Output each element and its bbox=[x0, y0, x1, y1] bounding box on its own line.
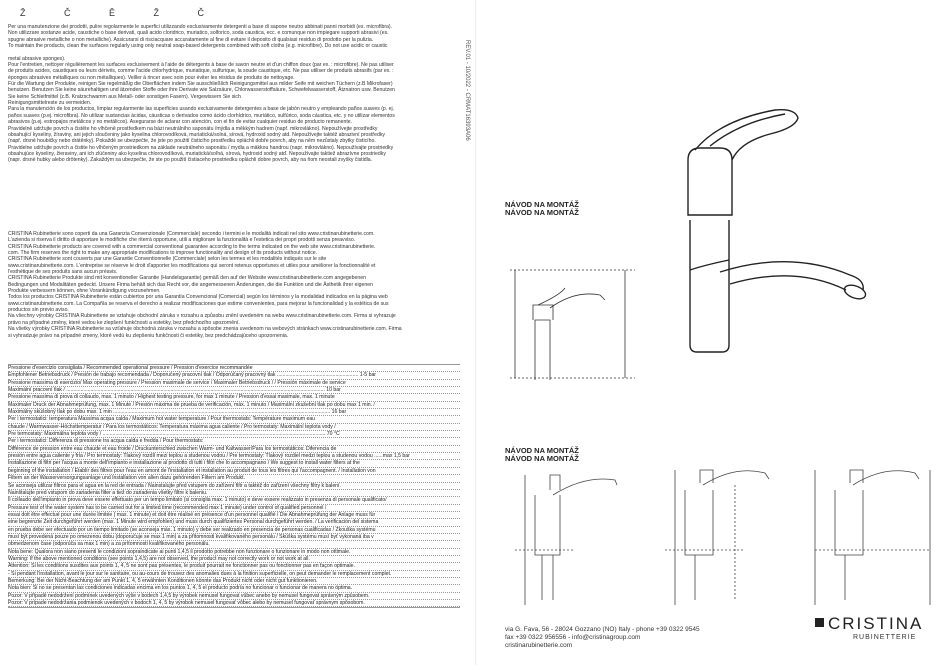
warranty-line: com. The firm reserves the right to make any appropriate modifications to improve functionality and design of its products without notice. bbox=[8, 250, 318, 257]
warranty-line: Produkte verbessern können, ohne Vorankündigung vorzunehmen. bbox=[8, 288, 161, 295]
spec-line: Maximální pracovní tlak / ..................................................................................................................................................................................... 10 bar bbox=[8, 387, 460, 394]
warranty-line: právo na případné změny, které vedou ke zlepšení funkčnosti a estetiky, bez předchozího upozornění. bbox=[8, 319, 240, 326]
maintenance-line: abrasivos (p.ej. estropajos metálicos y no metálicos). Asegurarse de aclarar con atención, con el fin de evitar cualquier residuo de producto remanente. bbox=[8, 119, 353, 126]
warranty-line: Todos los productos CRISTINA Rubinetterie están cubiertos por una Garantía Convencional (Comercial) según los términos y la modalidad indicados en la página web bbox=[8, 294, 388, 301]
address-line-3: cristinarubinetterie.com bbox=[505, 642, 573, 649]
spec-line: Pre termostaty: Maximálna teplota vody / ............................................................................................................................................................ 70 °C bbox=[8, 431, 460, 438]
spec-line: obmedzenom čase (odporúča sa max 1 min) a za prítomnosti kvalifikovaného personálu. bbox=[8, 541, 460, 548]
navod-title-3: NÁVOD NA MONTÁŽ bbox=[505, 446, 579, 455]
spec-line: Pozor: V prípade nedodržania podmienok uvedených v bodoch 1, 4, 5 by výrobok nemusel fungovať vôbec alebo by nemusel fungovať správnym spôsobom. bbox=[8, 600, 460, 607]
maintenance-line: de produits acides, caustiques ou leurs dérivés, comme l'acide chlorhydrique, muriatique, sulfurique, la soude caustique, etc. Ne pas utiliser de produits abrasifs (par ex. : bbox=[8, 68, 394, 75]
brand-subtitle: RUBINETTERIE bbox=[853, 634, 917, 641]
spec-line: Il collaudo dell'impianto in prova deve essere effettuato per un tempo limitato (si consiglia max. 1 minuto) e deve essere realizzato in presenza di personale qualificato/ bbox=[8, 497, 460, 504]
spec-line: Per i termostatici: Differenza di pressione tra acqua calda e fredda / Pour thermostats: bbox=[8, 438, 460, 445]
warranty-line: CRISTINA Rubinetterie Produkte sind mit konventioneller Garantie (Handelsgarantie) gemäß den auf der Website www.cristinarubinetterie.com angegebenen bbox=[8, 275, 366, 282]
spec-line: Pressione massima di prova di collaudo, max. 1 minuto / Highest testing pressure, for max 1 minute / Pression d'essai maximale, max. 1 minute bbox=[8, 394, 460, 401]
maintenance-line: obsahující kyseliny, žíraviny, ani jejich sloučeniny jako kyselina chlorovodíková, muriatická/solná, sírová, hydroxid sodný atd. Nepoužívejte taktéž abrazivní prostředky bbox=[8, 131, 385, 138]
address-line-1: via G. Fava, 56 - 28024 Gozzano (NO) Italy - phone +39 0322 9545 bbox=[505, 626, 700, 633]
maintenance-line: Reinigungsmittelreste zu vermeiden. bbox=[8, 100, 92, 107]
warranty-line: Bedingungen und Modalitäten gedeckt. Unsere Firma behält sich das Recht vor, die angemessenen Änderungen, die die Funktion und die Ästhetik ihrer eigenen bbox=[8, 281, 373, 288]
spec-line: en prueba debe ser efectuado por un tiempo limitado (se aconseja máx. 1 minuto) y debe ser realizado en presencia de personas cualificadas / Zkouška systému bbox=[8, 527, 460, 534]
maintenance-line: metal abrasive sponges). bbox=[8, 55, 66, 62]
spec-line: Pressione massima di esercizio/ Max operating pressure / Pression maximale de service / Maximaler Betriebsdruck / / Pressión máximale de service bbox=[8, 380, 460, 387]
logo-square-icon bbox=[815, 618, 824, 627]
faucet-main-drawing bbox=[660, 100, 880, 360]
spec-line: beginning of the installation / Établir des filtres pour l'eau en amont de l'installation et installation au produit de tous les filtres qui l'accompagnent. / Installation von bbox=[8, 468, 460, 475]
header-accents: Ž Č Ě Ž Č bbox=[20, 8, 222, 18]
spec-line: eine begrenzte Zeit durchgeführt werden (max. 1 Minute wird empfohlen) und muss durch qualifiziertes Personal durchgeführt werden. / La verificación del sistema bbox=[8, 519, 460, 526]
spec-line: Nainštalujte pred vstupom do zariadenia filter a tiež do zariadenia všetky filtre k baleniu. bbox=[8, 490, 460, 497]
spec-line: Per i termostatici: temperatura Massima acqua calda / Maximum hot water temperature / Pour thermostats: Température maximum eau bbox=[8, 416, 460, 423]
fold-line bbox=[475, 0, 476, 665]
specs-table bbox=[8, 364, 460, 608]
maintenance-line: Für die Wartung der Produkte, reinigen Sie regelmäßig die Oberflächen indem Sie ausschließlich Reinigungsmittel aus milder Seife mit weichen Tüchern (z.B Mikrofaser) bbox=[8, 81, 393, 88]
navod-title-4: NÁVOD NA MONTÁŽ bbox=[505, 454, 579, 463]
left-page bbox=[8, 8, 460, 339]
maintenance-line: spugne abrasive metalliche o non metalliche). Assicurarsi di risciacquare accuratamente al fine di evitare il deposito di qualsiasi residuo di prodotto per la pulizia. bbox=[8, 36, 374, 43]
warranty-line: productos sin previo aviso. bbox=[8, 307, 69, 314]
maintenance-text bbox=[8, 24, 460, 164]
company-address bbox=[505, 626, 700, 650]
maintenance-line: éponges abrasives métalliques ou non métalliques). Veiller à rincer avec soin pour éviter les résidus de produits de nettoyage. bbox=[8, 74, 295, 81]
spec-line: Pressure test of the water system has to be carried out for a limited time (recommended max 1 minute) under control of qualified personnel / bbox=[8, 505, 460, 512]
spec-line: Se aconseja utilizar filtros para el agua en la red de entrada / Nainstalujte před vstupem do zařízení filtr a taktéž do zařízení všechny filtry k balení. bbox=[8, 483, 460, 490]
brand-name: CRISTINA bbox=[828, 614, 924, 633]
maintenance-line: To maintain the products, clean the surfaces regularly using only neutral soap-based detergents combined with soft cloths (e.g. microfibre). Do not use acidic or caustic bbox=[8, 43, 388, 50]
maintenance-line: benutzen. Benutzen Sie keine säurehaltigen und ätzenden Stoffe oder ihre Derivate wie Salzsäure, Chlorwasserstoffsäure, Schwefelwasserstoff, Ätznatron usw. Benutzen bbox=[8, 87, 395, 94]
faucet-side-drawing bbox=[505, 250, 645, 385]
maintenance-line: Para la manutención de los productos, limpiar regularmente las superficies usando exclusivamente detergentes a base de jabón neutro y empleando paños suaves (p. ej. bbox=[8, 106, 395, 113]
spec-line: Maximaler Druck der Abnahmeprüfung, max. 1 Minute / Presión máxima de prueba de verificación, máx. 1 minuto / Maximální zkušební tlak po dobu max 1 min. / bbox=[8, 402, 460, 409]
revision-code-area bbox=[452, 40, 474, 210]
spec-line: Pressione d'esercizio consigliata / Recommended operational pressure / Pression d'exercice recommandée bbox=[8, 365, 460, 372]
maintenance-line: (např. drsné houbičky nebo drátěnky). Pokaždé se ubezpečte, že jste po použití čisticího prostředku opláchli dobře povrch, aby na něm nezůstaly zbytky čisticího. bbox=[8, 138, 376, 145]
spec-line: Pozor: V případě nedodržení podmínek uvedených výše v bodech 1,4,5 by výrobek nemusel fungovat vůbec anebo by nemusel fungovat správným způsobem. bbox=[8, 593, 460, 600]
maintenance-line: Pravidelně udržujte povrch a čistěte ho vlhčeně prostředkem na bázi neutrálního saponátu /mýdla a měkkým hadrem (např. mikrovlákno). Nepoužívejte prostředky bbox=[8, 125, 378, 132]
spec-line: Attention: Si les conditions susdites aux points 1, 4, 5 ne sont pas présentes, le produit pourrait ne fonctionner pas ou fonctionner pas en façon optimale. bbox=[8, 563, 460, 570]
warranty-line: Na všetky výrobky CRISTINA Rubinetterie sa vzťahuje obchodná záruka v rozsahu a spôsobe znenia uvedenom na webových stránkach www.cristinarubinetterie.com. Firma bbox=[8, 326, 402, 333]
maintenance-line: Pour l'entretien, nettoyer régulièrement les surfaces exclusivement à l'aide de détergents à base de savon neutre et d'un chiffon doux (par ex. : microfibre). Ne pas utiliser bbox=[8, 62, 394, 69]
spec-line: Nota bene: Qualora non siano presenti le condizioni sopraindicate ai punti 1,4,5 il prodotto potrebbe non funzionare o funzionare in modo non ottimale. bbox=[8, 549, 460, 556]
warranty-line: CRISTINA Rubinetterie sont couverts par une Garantie Conventionnelle (Commerciale) selon les termes et les modalités indiqués sur le site bbox=[8, 256, 327, 263]
maintenance-line: (napr. drsné hubky alebo drôtenky). Zakaždým sa ubezpečte, že ste po použití čistiaceho prostriedku opláchli dobre povrch, aby na ňom neostali zvyšky čistidla. bbox=[8, 157, 373, 164]
spec-line: Warning: If the above mentioned conditions (see points 1,4,5) are not observed, the product may not correctly work or not work at all. bbox=[8, 556, 460, 563]
warranty-line: L'azienda si riserva il diritto di apportare le modifiche che riterrà opportune, utili a migliorare la funzionalità e l'estetica dei propri prodotti senza preavviso. bbox=[8, 237, 356, 244]
spec-line: presión entre agua caliente y fría / Pro termostaty: Tlakový rozdíl mezi teplou a studenou vodou / Pre termostaty: Tlakový rozdiel medzi teplou a studenou vodou ......max 1,5 bar bbox=[8, 453, 460, 460]
spec-line: Installazione di filtri per l'acqua a monte dell'impianto e installazione al prodotto di tutti i filtri che lo accompagnano / We suggest to install water filters at the bbox=[8, 460, 460, 467]
warranty-line: CRISTINA Rubinetterie sono coperti da una Garanzia Convenzionale (Commerciale) secondo i termini e le modalità indicati nel sito www.cristinarubinetterie.com. bbox=[8, 231, 375, 237]
warranty-line: l'esthétique de ses produits sans aucun préavis. bbox=[8, 269, 118, 276]
warranty-line: CRISTINA Rubinetterie products are covered with a commercial conventional guarantee according to the terms indicated on the web site www.cristinarubinetterie. bbox=[8, 243, 376, 250]
spec-line: Différence de pression entre eau chaude et eau froide / Druckunterschied zwischen Warm- und Kaltwasser/Para los termostáticos: Diferencia de bbox=[8, 446, 460, 453]
warranty-line: www.cristinarubinetterie.com. La Compañía se reserva el derecho a realizar modificaciones que estime convenientes, para mejorar la funcionalidad y la estética de sus bbox=[8, 300, 389, 307]
navod-title-2: NÁVOD NA MONTÁŽ bbox=[505, 208, 579, 217]
brand-logo bbox=[815, 614, 923, 641]
spec-line: Nota bien: Si no se presentan las condiciones indicadas encima en los puntos 1, 4, 5 el producto podría no funcionar o funcionar de manera no óptima. bbox=[8, 585, 460, 592]
spec-line: chaude / Warmwasser-Höchsttemperatur / Para los termostáticos: Temperatura máxima agua caliente / Pro termostaty: Maximální teplota vody / bbox=[8, 424, 460, 431]
navod-title-1: NÁVOD NA MONTÁŽ bbox=[505, 200, 579, 209]
maintenance-line: paños suaves (p.ej. microfibra). No utilizar sustancias ácidas, cáusticas o derivados como ácido clorhídrico, muriático, sulfúrico, soda cáustica, etc. y no utilizar elementos bbox=[8, 112, 395, 119]
spec-line: Maximálny skúšobný tlak po dobu max. 1 min ........................................................................................................................................................ 16 bar bbox=[8, 409, 460, 416]
maintenance-line: Per una manutenzione dei prodotti, pulire regolarmente le superfici utilizzando esclusivamente detergenti a base di sapone neutro abbinati panni morbidi (es. microfibra). bbox=[8, 24, 393, 30]
spec-line: - Si pendant l'installation, avant le jour sur le sanitaire, ou au-cours de trouvez des anomalies dues à la finition superficielle, on peut demander le remplacement complet. bbox=[8, 571, 460, 578]
warranty-line: www.cristinarubinetterie.com. L'entreprise se réserve le droit d'apporter les modifications qui seront retenus opportunes et utiles pour améliorer la fonctionnalité et bbox=[8, 262, 376, 269]
maintenance-line: Non utilizzare sostanze acide, caustiche o base derivati, quali acido cloridrico, muriatico, solforico, soda caustica, ecc. e comunque non impiegare supporti abrasivi (es. bbox=[8, 30, 389, 37]
installation-title-top bbox=[505, 201, 579, 217]
spec-line: Empfohlener Betriebsdruck / Presión de trabajo recomendada / Doporučený pracovní tlak / Odporúčaný pracovný tlak ......................................................... 1-5 bar bbox=[8, 372, 460, 379]
spec-line: essai doit être effectué pour une durée limitée ( max. 1 minute) et doit être réalisé en présence d'un personnel qualifié / Die Abnahmeprüfung der Anlage muss für bbox=[8, 512, 460, 519]
spec-line: Filtern an der Wasserversorgungsanlage und Installation von allen dazu gehörenden Filtern am Produkt. bbox=[8, 475, 460, 482]
warranty-line: Na všechny výrobky CRISTINA Rubinetterie se vztahuje obchodní záruka v rozsahu a způsobu znění uvedeném na webu www.cristinarubinetterie.com. Firma si vyhrazuje bbox=[8, 313, 396, 320]
dimension-drawings bbox=[505, 445, 945, 610]
warranty-text bbox=[8, 231, 460, 339]
maintenance-line: Sie keine Schleifmittel (z.B. Kratzschwamm aus Metall- oder sonstigen Fasern). Vergewissern Sie sich bbox=[8, 93, 241, 100]
spec-line: Bemerkung: Bei der Nicht-Beachtung der am Punkt 1, 4, 5 erwähnten Konditionen könnte das Produkt nicht oder nicht gut funktionieren. bbox=[8, 578, 460, 585]
spec-line: musí být provedená pouze po omezenou dobu (doporučuje se max 1 min) a za přítomnosti kvalifikovaného personálu / Skúška systému musí byť vykonaná iba v bbox=[8, 534, 460, 541]
maintenance-line: obsahujúce kyseliny, žieraviny, ani ich zlúčeniny ako kyselina chlorovodíková, muriatická/soľná, sírová, hydroxid sodný atď. Nepoužívajte taktiež abrazívne prostriedky bbox=[8, 150, 386, 157]
warranty-line: si vyhradzuje právo na prípadné zmeny, ktoré vedú ku zlepšeniu funkčnosti či estetiky, bez predchádzajúceho upozornenia. bbox=[8, 332, 289, 339]
address-line-2: fax +39 0322 956556 - info@cristinagroup.com bbox=[505, 634, 641, 641]
maintenance-line: Pravidelne udržujte povrch a čistite ho vlhčeným prostriedkom na základe neutrálneho saponátu / mydla a mäkkou handrou (napr. mikrovlákno). Nepoužívajte prostriedky bbox=[8, 144, 394, 151]
revision-code: REV.01 - 10/2022 - CRMAT16393A06 bbox=[464, 40, 470, 141]
